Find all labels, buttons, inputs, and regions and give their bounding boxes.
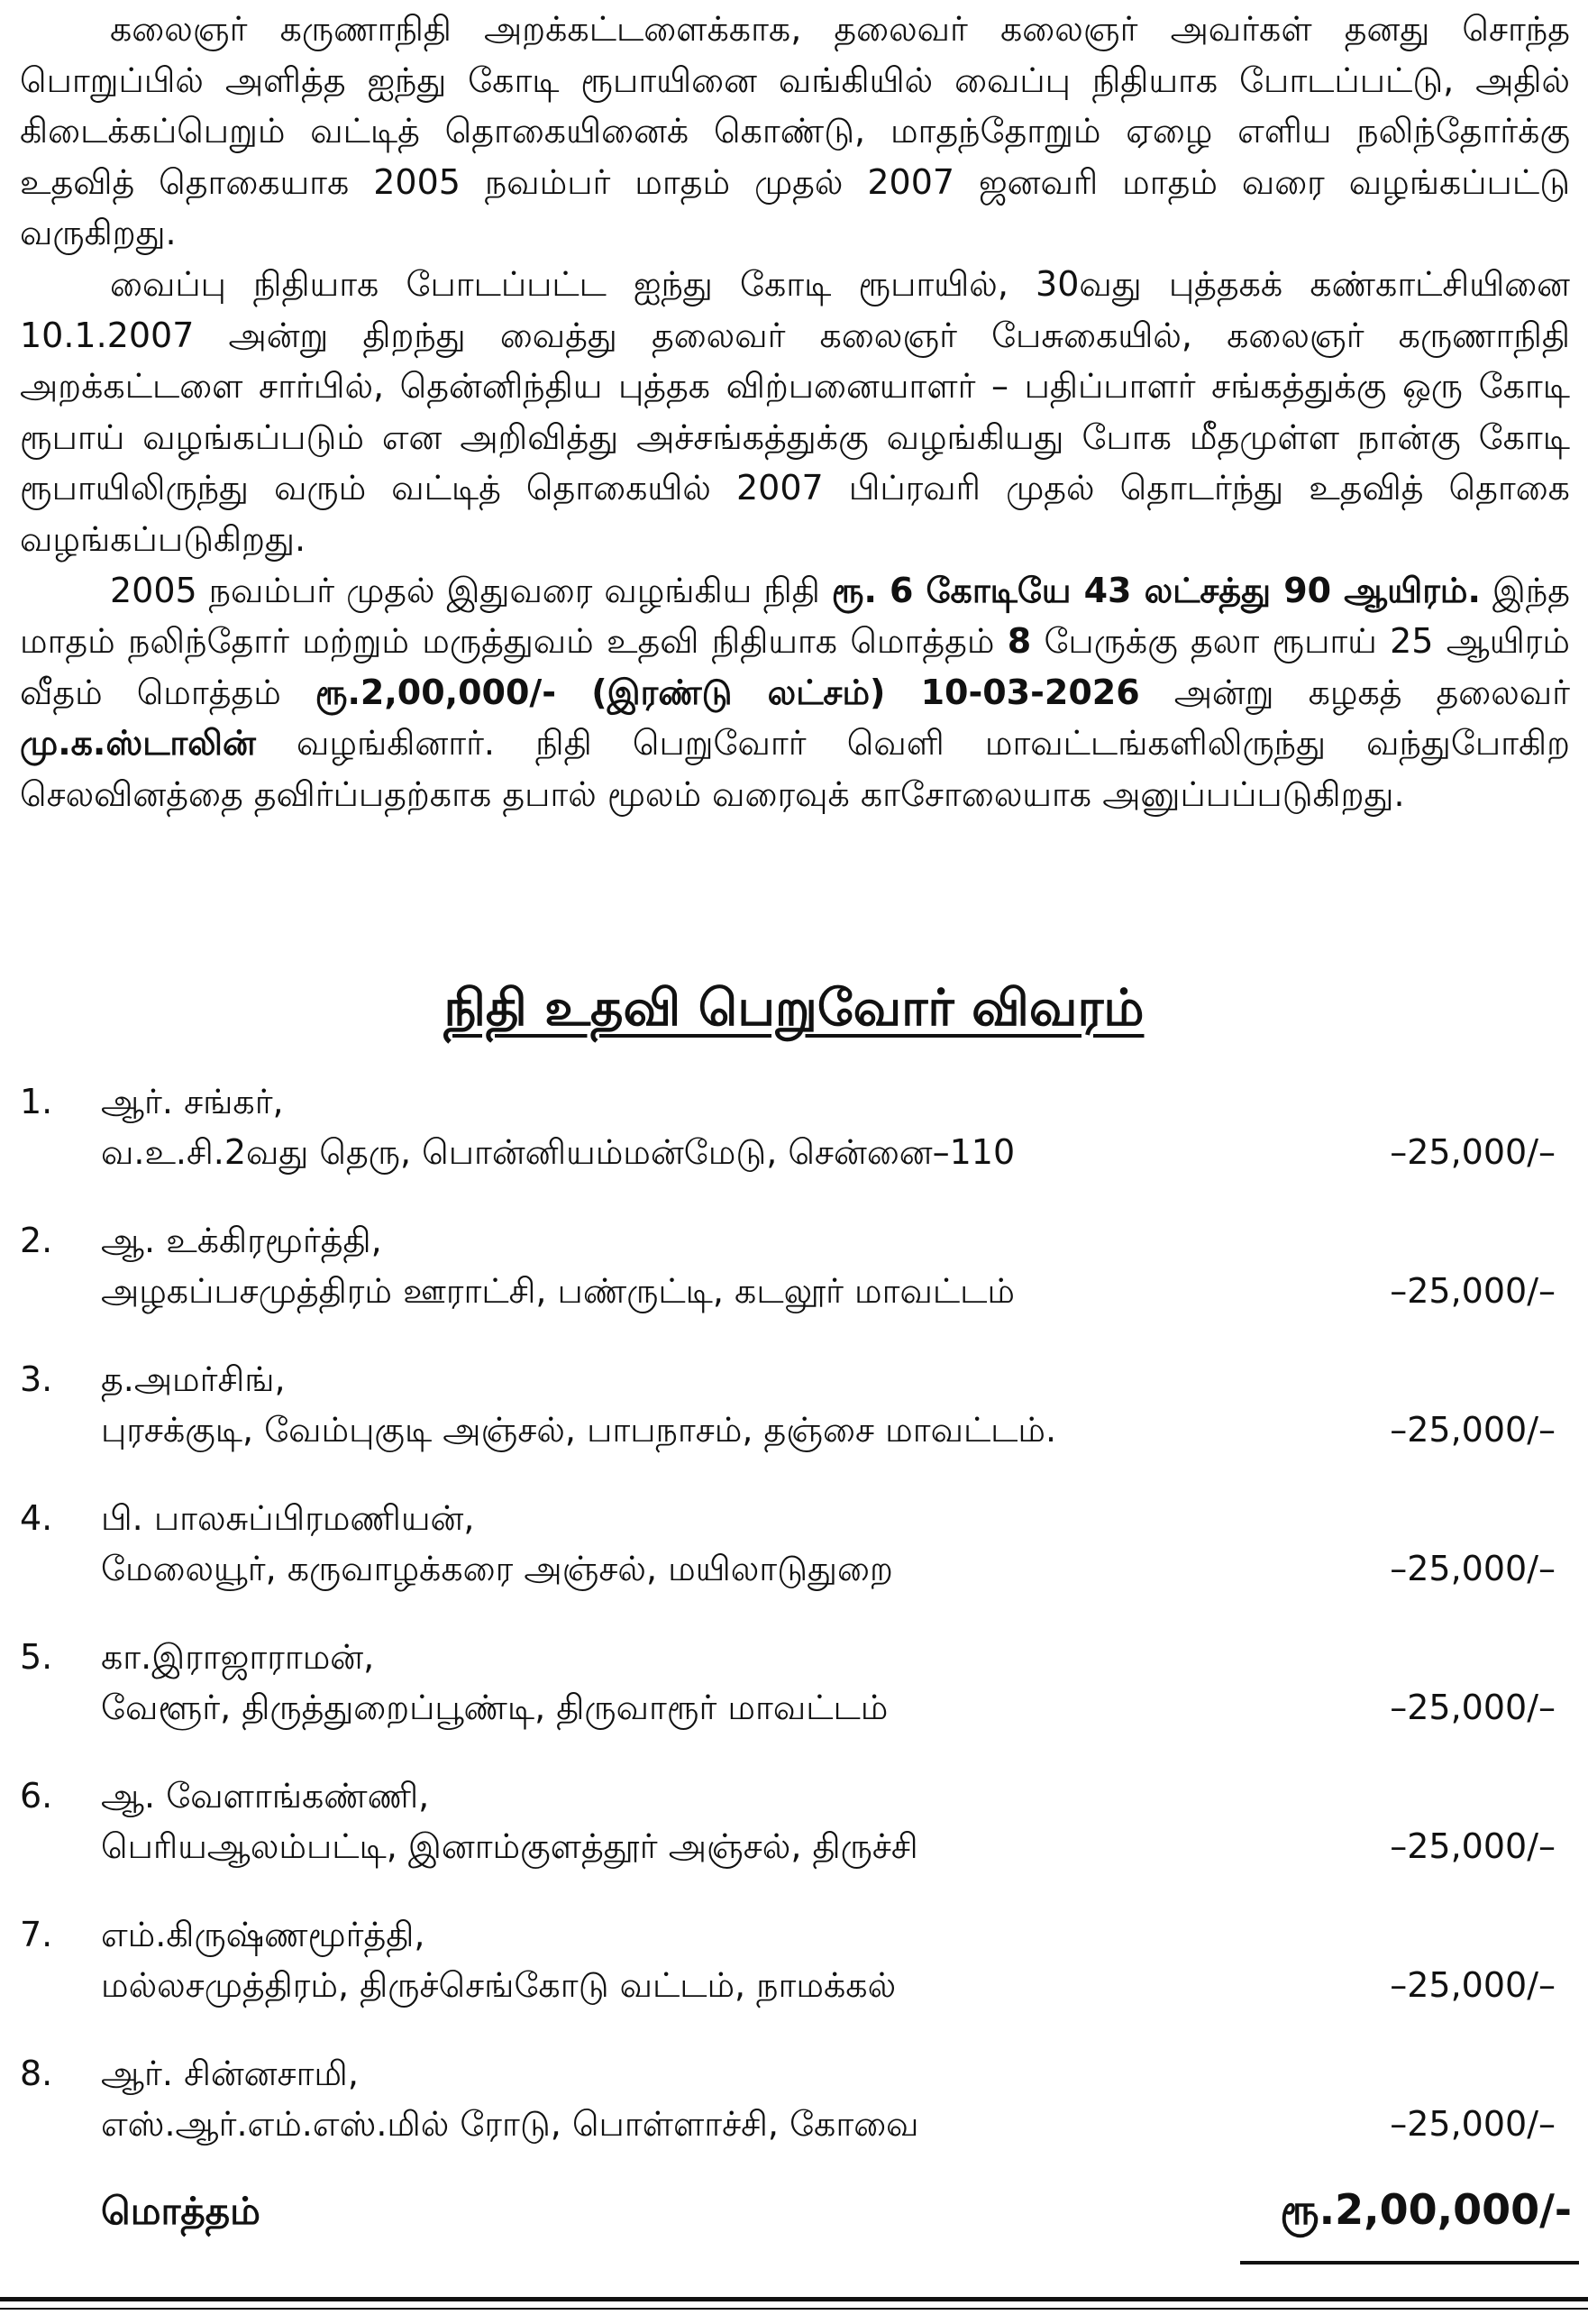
p3-text-2: இந்த மாதம் நலிந்தோர் மற்றும் மருத்துவம் உதவி நிதியாக மொத்தம்	[20, 570, 1570, 662]
total-label: மொத்தம்	[101, 2189, 260, 2233]
p3-text-5: வழங்கினார். நிதி பெறுவோர் வெளி மாவட்டங்களிலிருந்து வந்துபோகிற செலவினத்தை தவிர்ப்பதற்காக தபால் மூலம் வரைவுக் காசோலையாக அனுப்பப்படுகிறது.	[20, 723, 1570, 814]
recipient-amount: –25,000/–	[1390, 1132, 1556, 1172]
recipient-name: பி. பாலசுப்பிரமணியன்,	[101, 1498, 475, 1538]
p3-bold-count: 8	[1007, 621, 1032, 662]
p3-text-1: 2005 நவம்பர் முதல் இதுவரை வழங்கிய நிதி	[110, 570, 832, 610]
recipient-name: ஆ. உக்கிரமூர்த்தி,	[101, 1221, 382, 1260]
list-item	[0, 1906, 1588, 2045]
list-item	[0, 1212, 1588, 1350]
recipient-name: த.அமர்சிங்,	[101, 1359, 286, 1399]
recipient-address: புரசக்குடி, வேம்புகுடி அஞ்சல், பாபநாசம், தஞ்சை மாவட்டம்.	[101, 1410, 1057, 1450]
recipient-amount: –25,000/–	[1390, 1965, 1556, 2005]
p3-text-3: பேருக்கு தலா ரூபாய் 25 ஆயிரம் வீதம் மொத்தம்	[20, 621, 1570, 712]
recipient-name: எம்.கிருஷ்ணமூர்த்தி,	[101, 1915, 425, 1954]
p3-bold-total-given: ரூ. 6 கோடியே 43 லட்சத்து 90 ஆயிரம்.	[831, 570, 1481, 610]
item-number: 4.	[20, 1498, 53, 1538]
recipient-amount: –25,000/–	[1390, 2104, 1556, 2144]
list-item	[0, 2045, 1588, 2183]
item-number: 6.	[20, 1776, 53, 1816]
paragraph-3	[20, 565, 1570, 820]
item-number: 3.	[20, 1359, 53, 1399]
recipient-name: ஆர். சின்னசாமி,	[101, 2054, 359, 2093]
total-amount: ரூ.2,00,000/-	[1280, 2185, 1572, 2234]
recipient-amount: –25,000/–	[1390, 1688, 1556, 1727]
recipient-name: ஆர். சங்கர்,	[101, 1082, 284, 1121]
list-item	[0, 1350, 1588, 1489]
recipient-amount: –25,000/–	[1390, 1549, 1556, 1588]
recipient-amount: –25,000/–	[1390, 1826, 1556, 1866]
item-number: 7.	[20, 1915, 53, 1954]
recipient-name: கா.இராஜாராமன்,	[101, 1637, 375, 1677]
recipient-address: பெரியஆலம்பட்டி, இனாம்குளத்தூர் அஞ்சல், திருச்சி	[101, 1826, 918, 1866]
body-text	[20, 4, 1570, 820]
recipient-address: எஸ்.ஆர்.எம்.எஸ்.மில் ரோடு, பொள்ளாச்சி, கோவை	[101, 2104, 919, 2144]
recipient-amount: –25,000/–	[1390, 1410, 1556, 1450]
recipient-name: ஆ. வேளாங்கண்ணி,	[101, 1776, 430, 1816]
list-item	[0, 1073, 1588, 1212]
p3-bold-leader-name: மு.க.ஸ்டாலின்	[20, 723, 256, 764]
section-title: நிதி உதவி பெறுவோர் விவரம்	[443, 979, 1145, 1038]
item-number: 8.	[20, 2054, 53, 2093]
paragraph-2: வைப்பு நிதியாக போடப்பட்ட ஐந்து கோடி ரூபாயில், 30வது புத்தகக் கண்காட்சியினை 10.1.2007 அன்று திறந்து வைத்து தலைவர் கலைஞர் பேசுகையில், கலைஞர் கருணாநிதி அறக்கட்டளை சார்பில், தென்னிந்திய புத்தக விற்பனையாளர் – பதிப்பாளர் சங்கத்துக்கு ஒரு கோடி ரூபாய் வழங்கப்படும் என அறிவித்து அச்சங்கத்துக்கு வழங்கியது போக மீதமுள்ள நான்கு கோடி ரூபாயிலிருந்து வரும் வட்டித் தொகையில் 2007 பிப்ரவரி முதல் தொடர்ந்து உதவித் தொகை வழங்கப்படுகிறது.	[20, 263, 1570, 559]
item-number: 1.	[20, 1082, 53, 1121]
p3-bold-amount-date: ரூ.2,00,000/- (இரண்டு லட்சம்) 10-03-2026	[315, 672, 1140, 712]
list-item	[0, 1489, 1588, 1628]
recipient-address: வேளூர், திருத்துறைப்பூண்டி, திருவாரூர் மாவட்டம்	[101, 1688, 889, 1727]
item-number: 2.	[20, 1221, 53, 1260]
item-number: 5.	[20, 1637, 53, 1677]
list-item	[0, 1767, 1588, 1906]
recipient-address: அழகப்பசமுத்திரம் ஊராட்சி, பண்ருட்டி, கடலூர் மாவட்டம்	[101, 1271, 1015, 1311]
recipient-address: மேலையூர், கருவாழக்கரை அஞ்சல், மயிலாடுதுறை	[101, 1549, 893, 1588]
bottom-divider	[0, 2297, 1588, 2301]
recipient-address: வ.உ.சி.2வது தெரு, பொன்னியம்மன்மேடு, சென்னை–110	[101, 1132, 1016, 1172]
recipient-amount: –25,000/–	[1390, 1271, 1556, 1311]
p3-text-4: அன்று கழகத் தலைவர்	[1139, 672, 1571, 712]
list-item	[0, 1628, 1588, 1767]
bottom-divider-thin	[0, 2308, 1588, 2310]
total-underline	[1240, 2261, 1579, 2265]
recipient-address: மல்லசமுத்திரம், திருச்செங்கோடு வட்டம், நாமக்கல்	[101, 1965, 897, 2005]
recipient-list	[0, 1073, 1588, 2183]
paragraph-1: கலைஞர் கருணாநிதி அறக்கட்டளைக்காக, தலைவர் கலைஞர் அவர்கள் தனது சொந்த பொறுப்பில் அளித்த ஐந்து கோடி ரூபாயினை வங்கியில் வைப்பு நிதியாக போடப்பட்டு, அதில் கிடைக்கப்பெறும் வட்டித் தொகையினைக் கொண்டு, மாதந்தோறும் ஏழை எளிய நலிந்தோர்க்கு உதவித் தொகையாக 2005 நவம்பர் மாதம் முதல் 2007 ஜனவரி மாதம் வரை வழங்கப்பட்டு வருகிறது.	[20, 9, 1570, 253]
